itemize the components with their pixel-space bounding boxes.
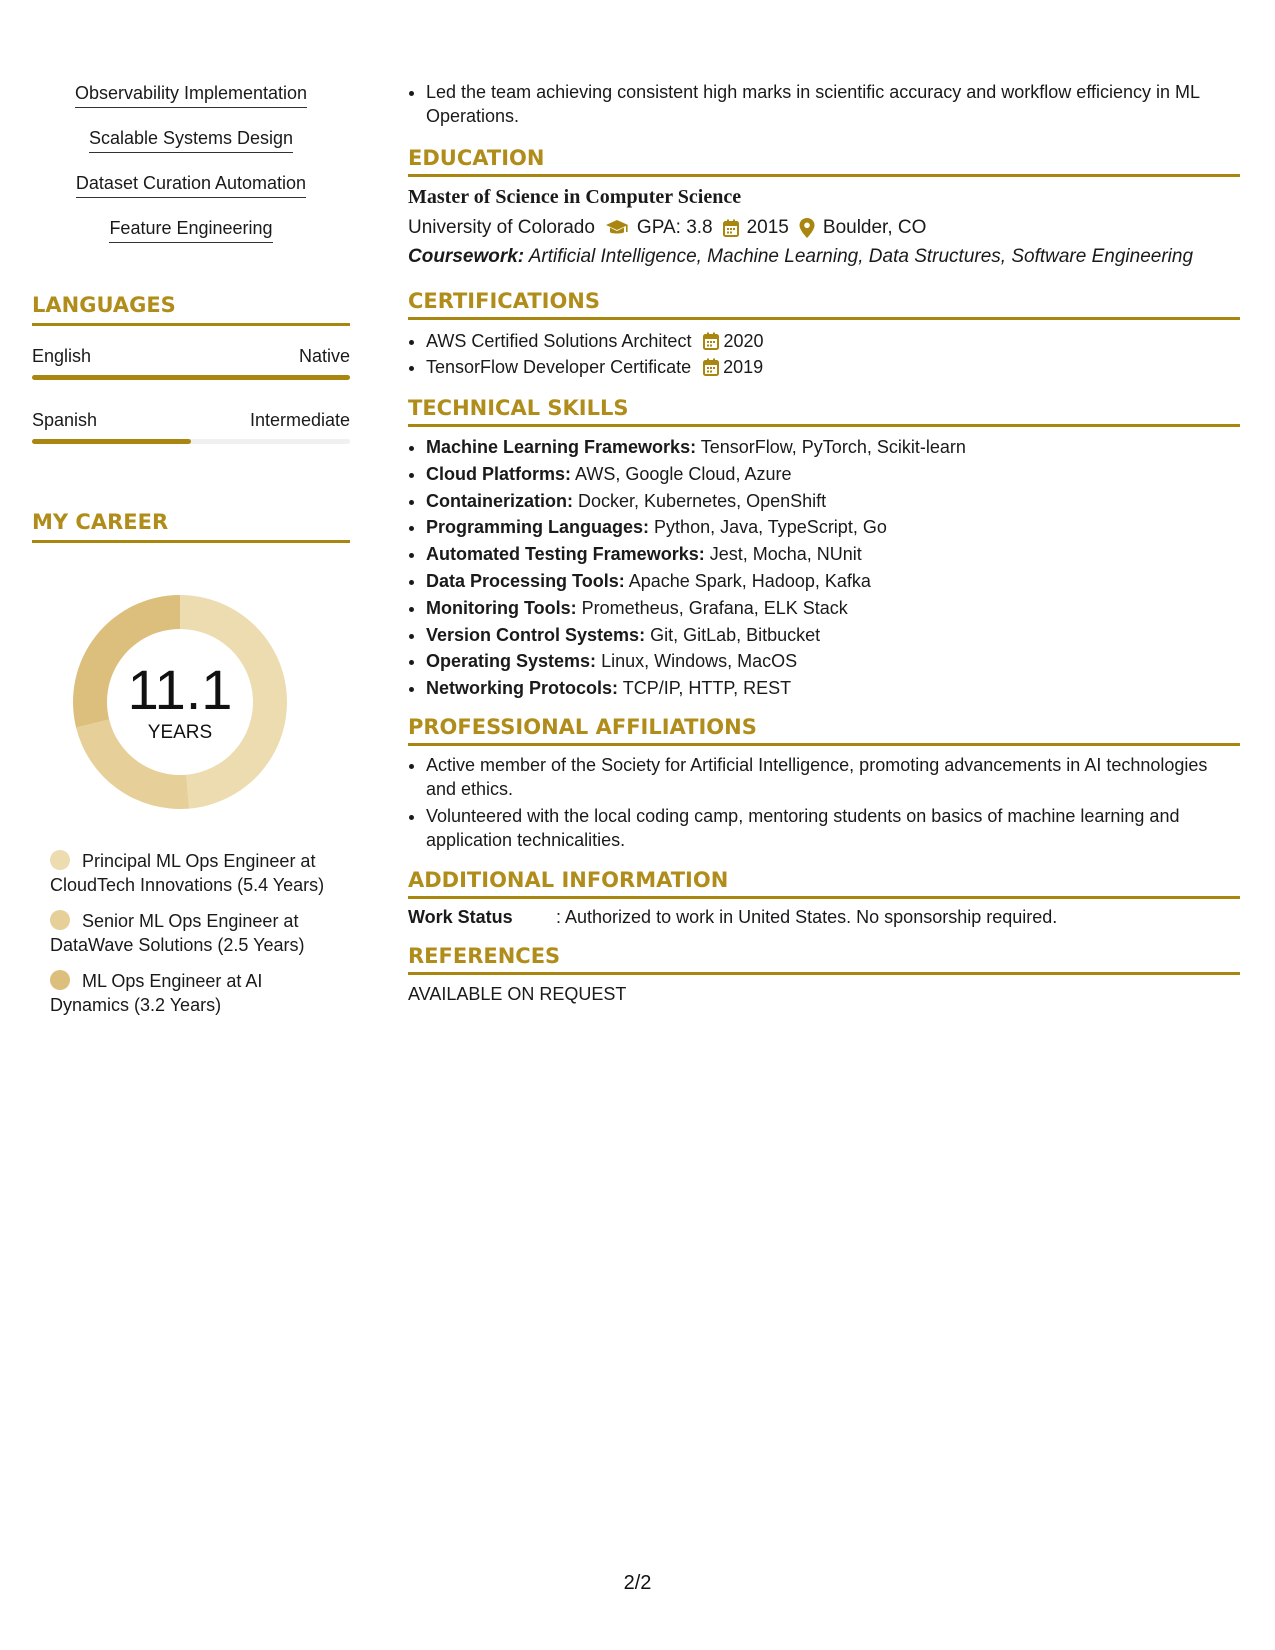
skill-category: Programming Languages:: [426, 517, 650, 538]
skill-category: Cloud Platforms:: [426, 463, 572, 484]
skill-category: Machine Learning Frameworks:: [426, 437, 697, 457]
skill-category: Data Processing Tools:: [426, 570, 625, 591]
technical-skill-item: [426, 541, 1240, 568]
work-status-row: [408, 907, 1240, 928]
technical-skill-item: [426, 648, 1240, 675]
language-bar-fill: [32, 439, 191, 444]
education-degree: Master of Science in Computer Science: [408, 186, 742, 208]
legend-dot: [50, 910, 70, 930]
skill-values: Prometheus, Grafana, ELK Stack: [581, 597, 848, 618]
additional-info-title: ADDITIONAL INFORMATION: [408, 868, 1240, 899]
language-item: [32, 410, 350, 444]
language-bar-fill: [32, 375, 350, 380]
left-column: [32, 82, 350, 1029]
education-section: [408, 146, 1240, 268]
certifications-section: [408, 289, 1240, 380]
calendar-icon: [703, 358, 719, 376]
skill-values: TensorFlow, PyTorch, Scikit-learn: [700, 437, 966, 457]
skill-tag: Observability Implementation: [75, 82, 307, 108]
education-location: Boulder, CO: [822, 217, 927, 238]
career-legend: [50, 849, 330, 1017]
calendar-icon: [723, 219, 739, 237]
skill-values: Docker, Kubernetes, OpenShift: [578, 490, 827, 511]
skill-category: Version Control Systems:: [426, 624, 646, 645]
education-coursework: [408, 246, 1240, 268]
skills-list: [32, 82, 350, 262]
education-title: EDUCATION: [408, 146, 1240, 177]
skill-tag: Feature Engineering: [109, 217, 272, 243]
language-bar: [32, 375, 350, 380]
skill-category: Monitoring Tools:: [426, 597, 577, 618]
education-details: [408, 217, 1240, 239]
references-title: REFERENCES: [408, 944, 1240, 975]
skill-tag: Scalable Systems Design: [89, 127, 293, 153]
certification-name: • TensorFlow Developer Certificate: [426, 357, 692, 377]
skill-values: Linux, Windows, MacOS: [601, 651, 798, 672]
technical-skill-item: [426, 595, 1240, 622]
career-section: [32, 510, 350, 1017]
affiliations-list: [408, 753, 1240, 852]
experience-bullets: [408, 80, 1240, 128]
legend-dot: [50, 850, 70, 870]
technical-skill-item: [426, 461, 1240, 488]
certifications-title: CERTIFICATIONS: [408, 289, 1240, 320]
skill-values: Python, Java, TypeScript, Go: [654, 517, 887, 538]
certification-year: 2020: [723, 331, 764, 351]
technical-skills-section: [408, 396, 1240, 702]
career-years-label: YEARS: [147, 722, 213, 743]
skill-values: Jest, Mocha, NUnit: [709, 544, 862, 565]
technical-skill-item: [426, 622, 1240, 649]
education-year: 2015: [746, 217, 789, 238]
additional-info-section: [408, 868, 1240, 928]
education-school: University of Colorado: [408, 217, 595, 238]
map-pin-icon: [799, 218, 815, 238]
skill-values: Git, GitLab, Bitbucket: [650, 624, 821, 645]
calendar-icon: [703, 332, 719, 350]
work-status-value: : Authorized to work in United States. No sponsorship required.: [556, 906, 1058, 927]
skill-category: Networking Protocols:: [426, 678, 619, 699]
skill-values: AWS, Google Cloud, Azure: [575, 463, 792, 484]
career-donut-chart: [65, 587, 295, 817]
skill-values: TCP/IP, HTTP, REST: [622, 678, 792, 699]
affiliations-section: [408, 715, 1240, 852]
affiliation-item: • Volunteered with the local coding camp, mentoring students on basics of machine learning and application technicalities.: [426, 804, 1240, 852]
affiliations-title: PROFESSIONAL AFFILIATIONS: [408, 715, 1240, 746]
language-name: Spanish: [32, 410, 98, 430]
skill-values: Apache Spark, Hadoop, Kafka: [628, 570, 871, 591]
skill-category: Containerization:: [426, 490, 573, 511]
languages-title: LANGUAGES: [32, 293, 350, 326]
certification-item: [426, 328, 1240, 354]
right-column: [408, 80, 1240, 1005]
affiliation-item: • Active member of the Society for Artificial Intelligence, promoting advancements in AI technologies and ethics.: [426, 753, 1240, 801]
coursework-label: Coursework:: [408, 246, 525, 267]
page-number: 2/2: [623, 1572, 652, 1594]
technical-skills-title: TECHNICAL SKILLS: [408, 396, 1240, 427]
education-gpa: GPA: 3.8: [636, 217, 713, 238]
legend-label: ML Ops Engineer at AI Dynamics (3.2 Years): [50, 971, 263, 1015]
technical-skill-item: [426, 514, 1240, 541]
legend-dot: [50, 970, 70, 990]
graduation-cap-icon: [605, 219, 629, 237]
languages-section: [32, 293, 350, 444]
references-section: [408, 944, 1240, 1005]
references-text: AVAILABLE ON REQUEST: [408, 983, 627, 1004]
technical-skill-item: [426, 488, 1240, 515]
certification-item: [426, 354, 1240, 380]
certifications-list: [408, 328, 1240, 380]
skill-category: Automated Testing Frameworks:: [426, 544, 705, 565]
language-level: Native: [298, 346, 350, 366]
skill-tag: Dataset Curation Automation: [76, 172, 306, 198]
technical-skill-item: [426, 434, 1240, 461]
career-legend-item: [50, 909, 330, 957]
certification-name: • AWS Certified Solutions Architect: [426, 331, 692, 351]
language-item: [32, 346, 350, 380]
work-status-label: Work Status: [408, 906, 513, 927]
coursework-list: Artificial Intelligence, Machine Learning, Data Structures, Software Engineering: [528, 246, 1194, 267]
language-level: Intermediate: [249, 410, 350, 430]
career-legend-item: [50, 969, 330, 1017]
legend-label: Principal ML Ops Engineer at CloudTech Innovations (5.4 Years): [50, 851, 325, 895]
legend-label: Senior ML Ops Engineer at DataWave Solutions (2.5 Years): [50, 911, 305, 955]
certification-year: 2019: [723, 357, 764, 377]
technical-skill-item: [426, 675, 1240, 702]
experience-bullet: • Led the team achieving consistent high marks in scientific accuracy and workflow efficiency in ML Operations.: [426, 80, 1240, 128]
technical-skills-list: [408, 434, 1240, 702]
skill-category: Operating Systems:: [426, 651, 597, 672]
language-name: English: [32, 346, 92, 366]
career-title: MY CAREER: [32, 510, 350, 543]
technical-skill-item: [426, 568, 1240, 595]
career-legend-item: [50, 849, 330, 897]
language-bar: [32, 439, 350, 444]
career-total-years: 11.1: [127, 658, 233, 721]
